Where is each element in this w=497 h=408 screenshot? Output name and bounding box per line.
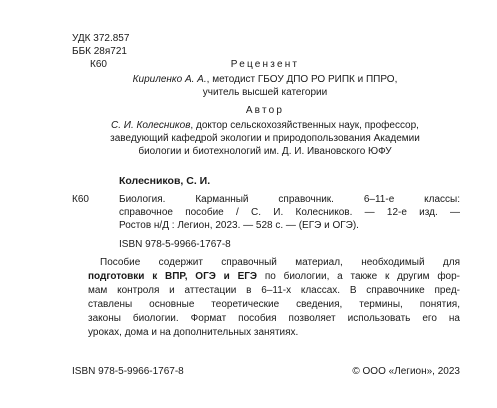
annotation <box>88 256 460 340</box>
footer-copyright: © ООО «Легион», 2023 <box>352 366 460 377</box>
reviewer-position: , методист ГБОУ ДПО РО РИПК и ППРО, <box>206 74 398 85</box>
author-heading: Автор <box>245 105 285 116</box>
footer-isbn: ISBN 978-5-9966-1767-8 <box>72 366 184 377</box>
annotation-line-6: уроках, дома и на дополнительных занятиях. <box>88 327 299 338</box>
reviewer-line-1 <box>70 74 460 86</box>
author-line-1 <box>70 120 460 132</box>
udk-code: УДК 372.857 <box>72 33 130 44</box>
bbk-code: ББК 28я721 <box>72 46 127 57</box>
bib-isbn: ISBN 978-5-9966-1767-8 <box>119 239 231 250</box>
annotation-line-4: ставлены основные теоретические сведения, термины, понятия, <box>88 299 460 310</box>
annotation-line-5: законы биологии. Формат пособия позволяет использовать его на <box>88 313 460 324</box>
annotation-emphasis: подготовки к ВПР, ОГЭ и ЕГЭ <box>88 271 258 282</box>
bib-line-3: Ростов н/Д : Легион, 2023. — 528 с. — (ЕГЭ и ОГЭ). <box>119 220 359 231</box>
bib-line-2: справочное пособие / С. И. Колесников. — 12-е изд. — <box>119 207 460 218</box>
author-title: , доктор сельскохозяйственных наук, профессор, <box>190 120 419 131</box>
annotation-line-2: подготовки к ВПР, ОГЭ и ЕГЭ по биологии, а также к другим фор- <box>88 271 460 282</box>
author-line-2: заведующий кафедрой экологии и природопользования Академии <box>110 133 420 144</box>
annotation-line-1: Пособие содержит справочный материал, необходимый для <box>100 257 460 268</box>
annotation-line-3: мам контроля и аттестации в 6–11-х классах. В справочнике пред- <box>88 285 460 296</box>
reviewer-name: Кириленко А. А. <box>132 74 207 85</box>
bib-author: Колесников, С. И. <box>119 175 211 187</box>
author-mark: К60 <box>90 59 107 70</box>
reviewer-heading: Рецензент <box>230 59 300 70</box>
bib-description <box>119 193 460 232</box>
author-line-3: биологии и биотехнологий им. Д. И. Ивановского ЮФУ <box>138 146 392 157</box>
bib-mark: К60 <box>72 194 89 205</box>
author-name: С. И. Колесников <box>111 120 191 131</box>
reviewer-line-2: учитель высшей категории <box>202 87 328 98</box>
bib-line-1: Биология. Карманный справочник. 6–11-е классы: <box>119 194 460 205</box>
